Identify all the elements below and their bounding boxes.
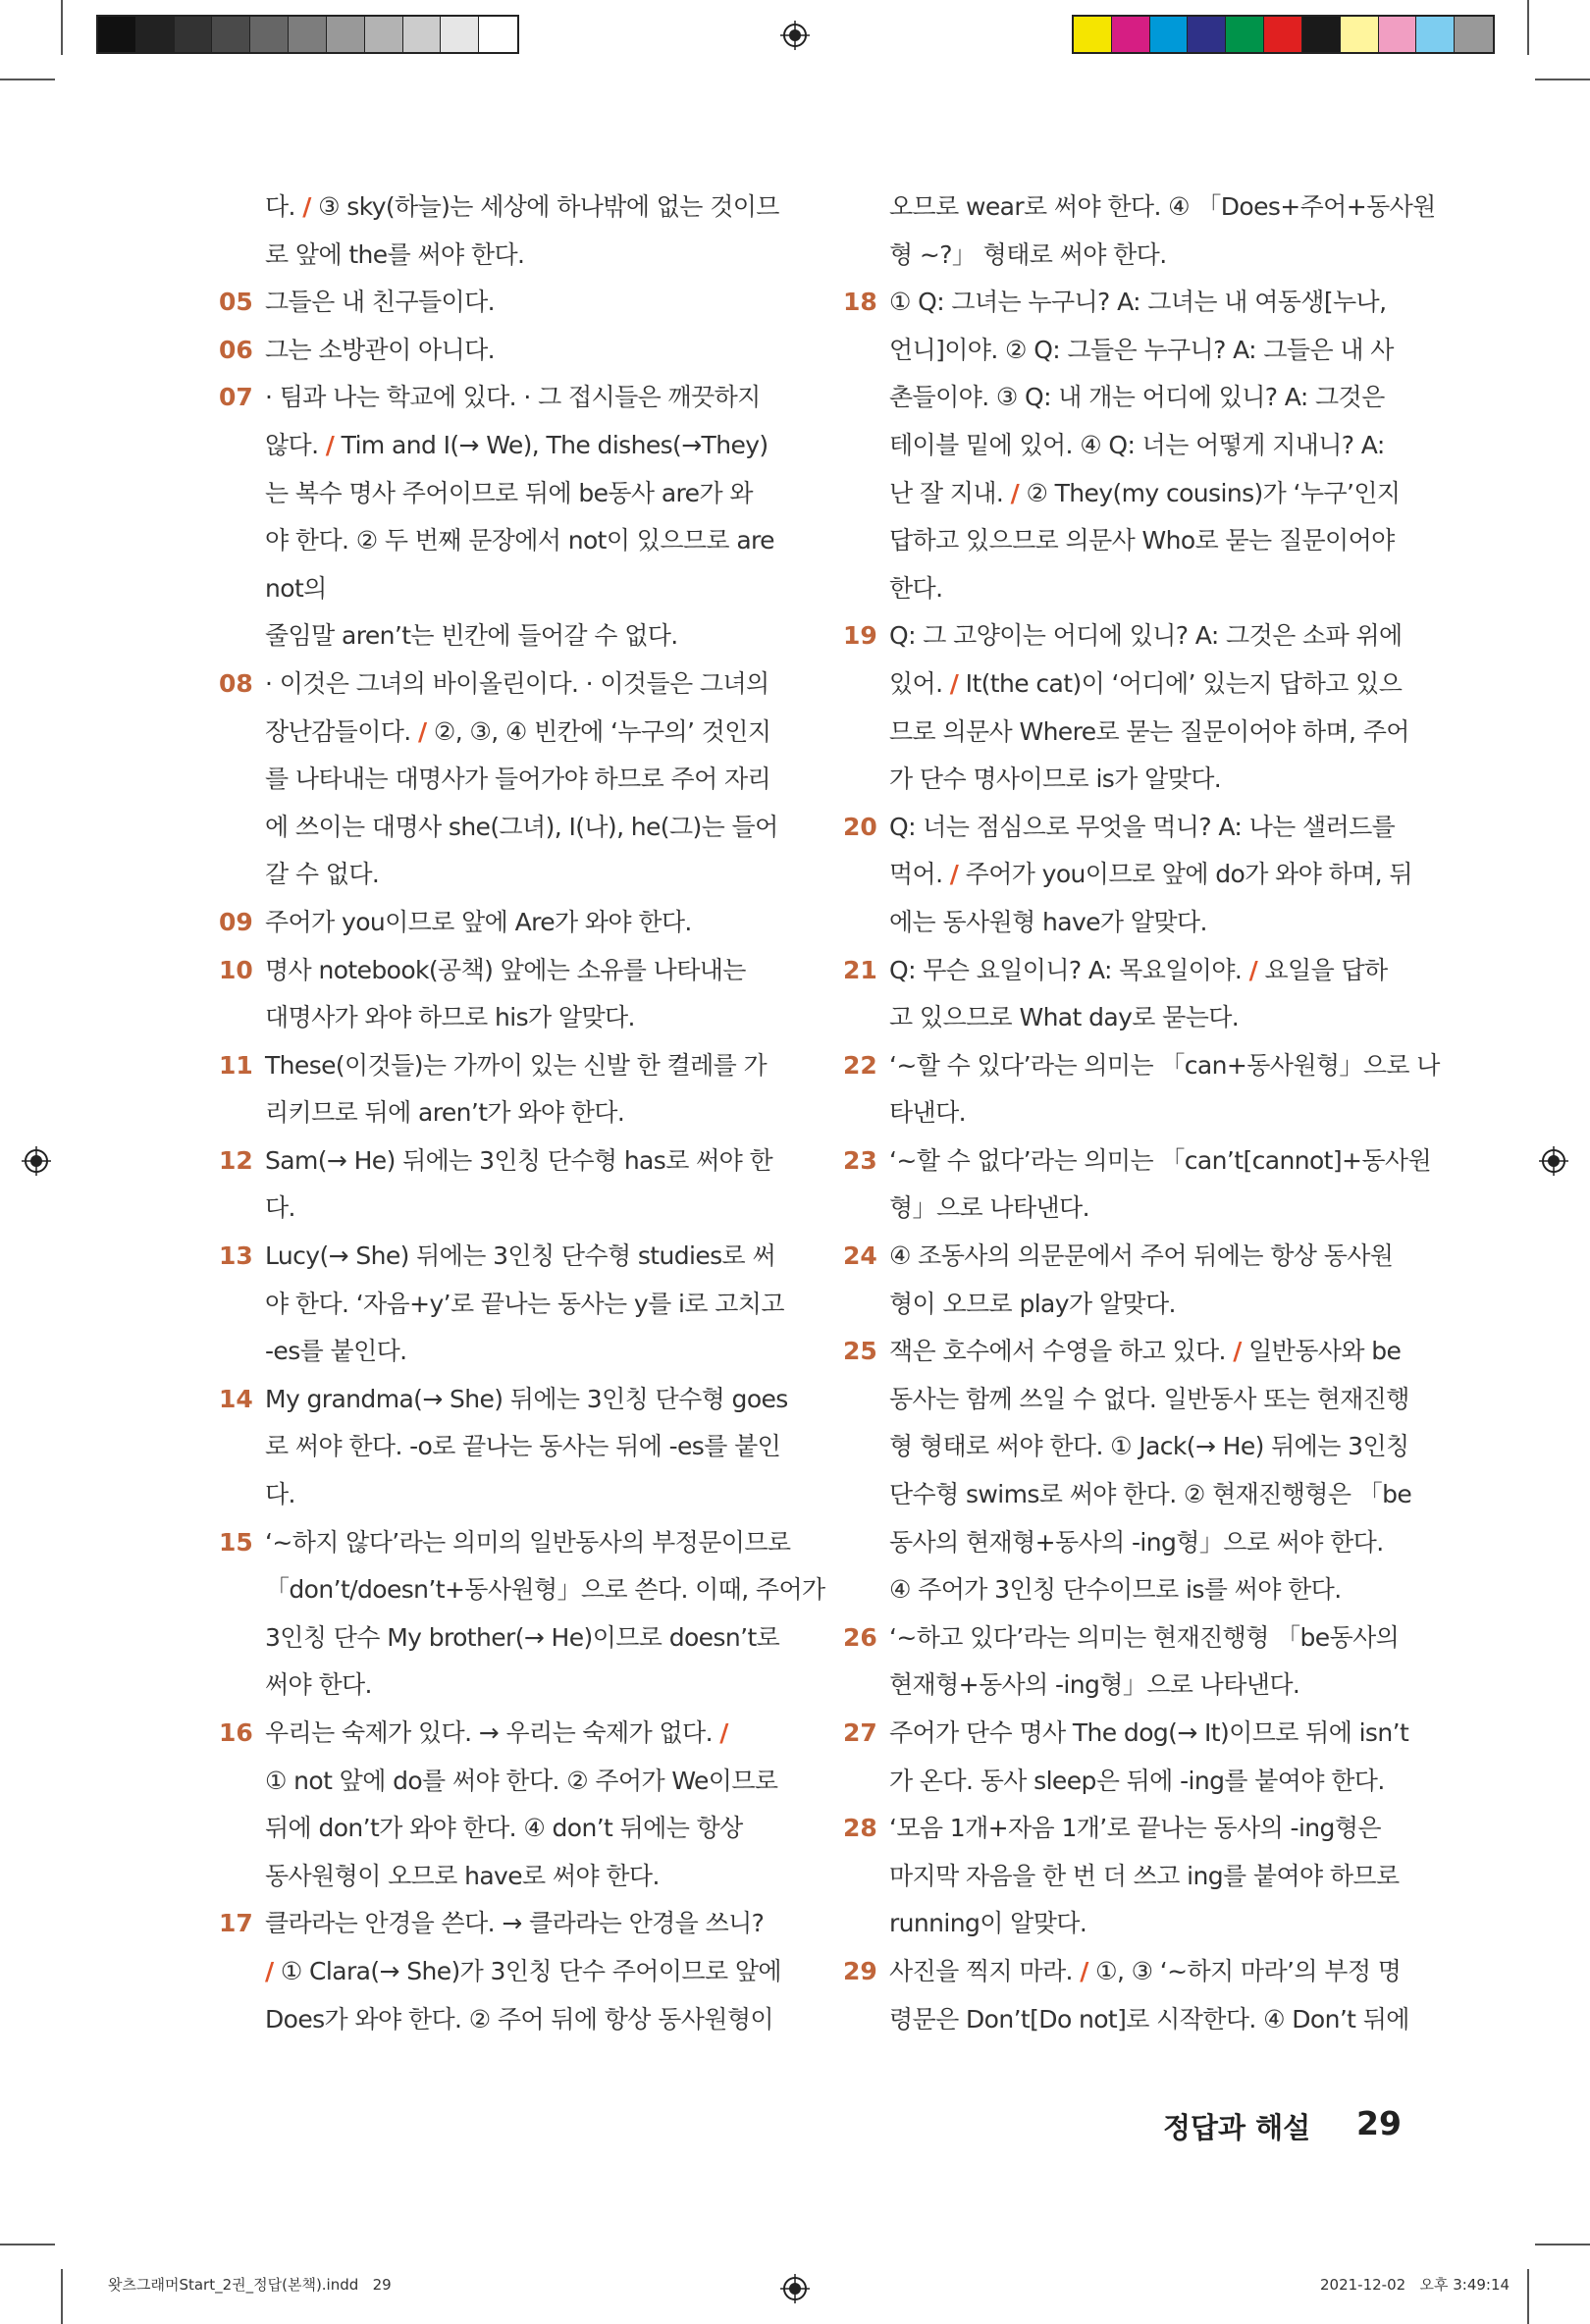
color-swatch [1150,17,1189,52]
registration-mark-icon [1539,1146,1568,1176]
explanation-line: 타낸다. [889,1098,966,1128]
explanation-line: 형」으로 나타낸다. [889,1193,1089,1223]
color-swatch [1302,17,1341,52]
explanation-line: 답하고 있으므로 의문사 Who로 묻는 질문이어야 [889,526,1395,555]
explanation-line: 야 한다. ‘자음+y’로 끝나는 동사는 y를 i로 고치고 [265,1289,784,1318]
color-swatch [441,17,479,52]
explanation-line: 단수형 swims로 써야 한다. ② 현재진행형은 「be [889,1480,1412,1509]
answer-item-11 [216,1042,775,1137]
explanation-line: 에 쓰이는 대명사 she(그녀), I(나), he(그)는 들어 [265,812,778,841]
explanation-line: 형 형태로 써야 한다. ① Jack(→ He) 뒤에는 3인칭 [889,1432,1409,1461]
crop-mark [61,0,63,55]
answer-item-27 [840,1710,1409,1805]
explanation-line: 사진을 찍지 마라. / ①, ③ ‘~하지 마라’의 부정 명 [889,1956,1402,1985]
color-swatch [175,17,213,52]
crop-mark [0,79,55,80]
explanation-line: 마지막 자음을 한 번 더 쓰고 ing를 붙여야 하므로 [889,1861,1400,1890]
color-swatch [365,17,403,52]
explanation-line: ④ 조동사의 의문문에서 주어 뒤에는 항상 동사원 [889,1241,1394,1271]
explanation-line: 주어가 you이므로 앞에 Are가 와야 한다. [265,907,692,936]
explanation-line: 령문은 Don’t[Do not]로 시작한다. ④ Don’t 뒤에 [889,2004,1409,2034]
explanation-line: Sam(→ He) 뒤에는 3인칭 단수형 has로 써야 한 [265,1145,773,1175]
explanation-line: 촌들이야. ③ Q: 내 개는 어디에 있니? A: 그것은 [889,383,1385,412]
answer-item-09 [216,899,775,947]
explanation-line: not의 [265,573,327,603]
explanation-line: · 팀과 나는 학교에 있다. · 그 접시들은 깨끗하지 [265,383,761,412]
answer-item-08 [216,660,778,899]
explanation-line: 「don’t/doesn’t+동사원형」으로 쓴다. 이때, 주어가 [265,1575,825,1605]
answer-item-28 [840,1805,1400,1948]
answer-item-21 [840,947,1400,1042]
explanation-line: 클라라는 안경을 쓴다. → 클라라는 안경을 쓰니? [265,1909,765,1938]
explanation-line: Q: 너는 점심으로 무엇을 먹니? A: 나는 샐러드를 [889,812,1396,841]
answer-item-06 [216,327,775,375]
explanation-line: 있어. / It(the cat)이 ‘어디에’ 있는지 답하고 있으 [889,668,1403,698]
explanation-line: 써야 한다. [265,1670,372,1700]
answer-item-22 [840,1042,1440,1137]
explanation-line: 갈 수 없다. [265,860,380,889]
question-number: 05 [219,288,253,317]
answer-item-13 [216,1233,784,1376]
explanation-line: 리키므로 뒤에 aren’t가 와야 한다. [265,1098,625,1128]
explanation-line: 가 단수 명사이므로 is가 알맞다. [889,765,1222,794]
explanation-line: 3인칭 단수 My brother(→ He)이므로 doesn’t로 [265,1622,780,1652]
explanation-line: 형 ~?」 형태로 써야 한다. [889,239,1167,269]
color-swatch [1264,17,1302,52]
right-answer-column [840,184,1440,2043]
explanation-line: 뒤에 don’t가 와야 한다. ④ don’t 뒤에는 항상 [265,1814,743,1843]
explanation-line: 명사 notebook(공책) 앞에는 소유를 나타내는 [265,955,746,984]
explanation-line: These(이것들)는 가까이 있는 신발 한 켤레를 가 [265,1050,768,1080]
color-swatch [289,17,327,52]
explanation-line: 오므로 wear로 써야 한다. ④ 「Does+주어+동사원 [889,192,1436,221]
question-number: 18 [843,288,877,317]
explanation-line: ‘모음 1개+자음 1개’로 끝나는 동사의 -ing형은 [889,1814,1381,1843]
explanation-line: 잭은 호수에서 수영을 하고 있다. / 일반동사와 be [889,1337,1402,1366]
color-swatch [327,17,365,52]
explanation-line: 고 있으므로 What day로 묻는다. [889,1003,1240,1032]
crop-mark [1527,0,1529,55]
answer-item-continued [840,184,1436,279]
explanation-line: ① not 앞에 do를 써야 한다. ② 주어가 We이므로 [265,1766,778,1795]
answer-item-29 [840,1948,1409,2043]
print-slug-timestamp: 2021-12-02 오후 3:49:14 [1320,2276,1510,2294]
explanation-line: 야 한다. ② 두 번째 문장에서 not이 있으므로 are [265,526,774,555]
question-number: 11 [219,1050,253,1080]
color-swatch [1074,17,1112,52]
answer-item-25 [840,1328,1412,1614]
answer-item-14 [216,1376,788,1519]
question-number: 22 [843,1050,877,1080]
left-answer-column [216,184,825,2043]
explanation-line: Q: 무슨 요일이니? A: 목요일이야. / 요일을 답하 [889,955,1388,984]
crop-mark [61,2269,63,2324]
explanation-line: Q: 그 고양이는 어디에 있니? A: 그것은 소파 위에 [889,621,1403,651]
registration-mark-icon [780,21,810,50]
color-swatch [403,17,442,52]
explanation-line: 우리는 숙제가 있다. → 우리는 숙제가 없다. / [265,1718,728,1747]
explanation-line: My grandma(→ She) 뒤에는 3인칭 단수형 goes [265,1384,788,1413]
grayscale-color-bar [96,15,519,54]
color-swatch [1112,17,1150,52]
explanation-line: 한다. [889,573,943,603]
explanation-line: 먹어. / 주어가 you이므로 앞에 do가 와야 하며, 뒤 [889,860,1412,889]
process-color-bar [1072,15,1495,54]
answer-item-15 [216,1519,825,1710]
explanation-line: 언니]이야. ② Q: 그들은 누구니? A: 그들은 내 사 [889,335,1394,364]
question-number: 07 [219,383,253,412]
color-swatch [1188,17,1226,52]
explanation-line: 다. / ③ sky(하늘)는 세상에 하나밖에 없는 것이므 [265,192,779,221]
explanation-line: 그는 소방관이 아니다. [265,335,495,364]
color-swatch [136,17,175,52]
explanation-line: 로 써야 한다. -o로 끝나는 동사는 뒤에 -es를 붙인 [265,1432,781,1461]
registration-mark-icon [780,2274,810,2303]
explanation-line: Lucy(→ She) 뒤에는 3인칭 단수형 studies로 써 [265,1241,776,1271]
question-number: 16 [219,1718,253,1747]
explanation-line: ④ 주어가 3인칭 단수이므로 is를 써야 한다. [889,1575,1342,1605]
question-number: 14 [219,1384,253,1413]
question-number: 24 [843,1241,877,1271]
explanation-line: ① Q: 그녀는 누구니? A: 그녀는 내 여동생[누나, [889,288,1387,317]
explanation-line: running이 알맞다. [889,1909,1087,1938]
crop-mark [1527,2269,1529,2324]
explanation-line: 므로 의문사 Where로 묻는 질문이어야 하며, 주어 [889,716,1409,746]
question-number: 06 [219,335,253,364]
question-number: 17 [219,1909,253,1938]
question-number: 08 [219,668,253,698]
explanation-line: 주어가 단수 명사 The dog(→ It)이므로 뒤에 isn’t [889,1718,1409,1747]
explanation-line: 로 앞에 the를 써야 한다. [265,239,525,269]
explanation-line: 줄임말 aren’t는 빈칸에 들어갈 수 없다. [265,621,678,651]
explanation-line: 그들은 내 친구들이다. [265,288,495,317]
explanation-line: 형이 오므로 play가 알맞다. [889,1289,1176,1318]
answer-item-24 [840,1233,1400,1328]
explanation-line: 테이블 밑에 있어. ④ Q: 너는 어떻게 지내니? A: [889,430,1385,459]
question-number: 20 [843,812,877,841]
answer-item-26 [840,1614,1400,1710]
explanation-line: / ① Clara(→ She)가 3인칭 단수 주어이므로 앞에 [265,1956,781,1985]
explanation-line: 가 온다. 동사 sleep은 뒤에 -ing를 붙여야 한다. [889,1766,1385,1795]
answer-item-05 [216,279,775,327]
explanation-line: 를 나타내는 대명사가 들어가야 하므로 주어 자리 [265,765,771,794]
color-swatch [1416,17,1455,52]
color-swatch [250,17,289,52]
question-number: 09 [219,907,253,936]
explanation-line: 장난감들이다. / ②, ③, ④ 빈칸에 ‘누구의’ 것인지 [265,716,771,746]
question-number: 26 [843,1622,877,1652]
answer-item-20 [840,804,1412,947]
color-swatch [479,17,517,52]
question-number: 12 [219,1145,253,1175]
answer-item-16 [216,1710,778,1900]
question-number: 29 [843,1956,877,1985]
footer-section-title: 정답과 해설 [1163,2111,1311,2144]
question-number: 28 [843,1814,877,1843]
explanation-line: 동사의 현재형+동사의 -ing형」으로 써야 한다. [889,1527,1384,1557]
question-number: 25 [843,1337,877,1366]
explanation-line: 다. [265,1193,295,1223]
explanation-line: 동사원형이 오므로 have로 써야 한다. [265,1861,660,1890]
explanation-line: · 이것은 그녀의 바이올린이다. · 이것들은 그녀의 [265,668,769,698]
crop-mark [1535,79,1590,80]
explanation-line: ‘~하고 있다’라는 의미는 현재진행형 「be동사의 [889,1622,1400,1652]
print-slug-filename: 왓츠그래머Start_2권_정답(본책).indd 29 [108,2276,392,2294]
explanation-line: 동사는 함께 쓰일 수 없다. 일반동사 또는 현재진행 [889,1384,1409,1413]
answer-item-17 [216,1900,781,2043]
color-swatch [1341,17,1379,52]
answer-item-12 [216,1137,775,1233]
question-number: 13 [219,1241,253,1271]
answer-item-23 [840,1137,1431,1233]
crop-mark [1535,2244,1590,2245]
explanation-line: 다. [265,1480,295,1509]
page-number: 29 [1356,2104,1402,2142]
explanation-line: 현재형+동사의 -ing형」으로 나타낸다. [889,1670,1300,1700]
explanation-line: ‘~할 수 없다’라는 의미는 「can’t[cannot]+동사원 [889,1145,1431,1175]
color-swatch [98,17,136,52]
color-swatch [1226,17,1264,52]
question-number: 19 [843,621,877,651]
explanation-line: 는 복수 명사 주어이므로 뒤에 be동사 are가 와 [265,478,753,507]
question-number: 23 [843,1145,877,1175]
explanation-line: ‘~하지 않다’라는 의미의 일반동사의 부정문이므로 [265,1527,791,1557]
color-swatch [1379,17,1417,52]
registration-mark-icon [22,1146,51,1176]
answer-item-19 [840,612,1409,803]
crop-mark [0,2244,55,2245]
question-number: 27 [843,1718,877,1747]
explanation-line: 에는 동사원형 have가 알맞다. [889,907,1207,936]
explanation-line: ‘~할 수 있다’라는 의미는 「can+동사원형」으로 나 [889,1050,1440,1080]
explanation-line: 않다. / Tim and I(→ We), The dishes(→They) [265,430,768,459]
explanation-line: -es를 붙인다. [265,1337,407,1366]
answer-item-continued [216,184,779,279]
question-number: 15 [219,1527,253,1557]
color-swatch [1455,17,1493,52]
color-swatch [212,17,250,52]
explanation-line: Does가 와야 한다. ② 주어 뒤에 항상 동사원형이 [265,2004,773,2034]
answer-item-10 [216,947,775,1042]
answer-item-18 [840,279,1400,612]
answer-item-07 [216,374,775,660]
question-number: 21 [843,955,877,984]
explanation-line: 난 잘 지내. / ② They(my cousins)가 ‘누구’인지 [889,478,1401,507]
explanation-line: 대명사가 와야 하므로 his가 알맞다. [265,1003,635,1032]
question-number: 10 [219,955,253,984]
